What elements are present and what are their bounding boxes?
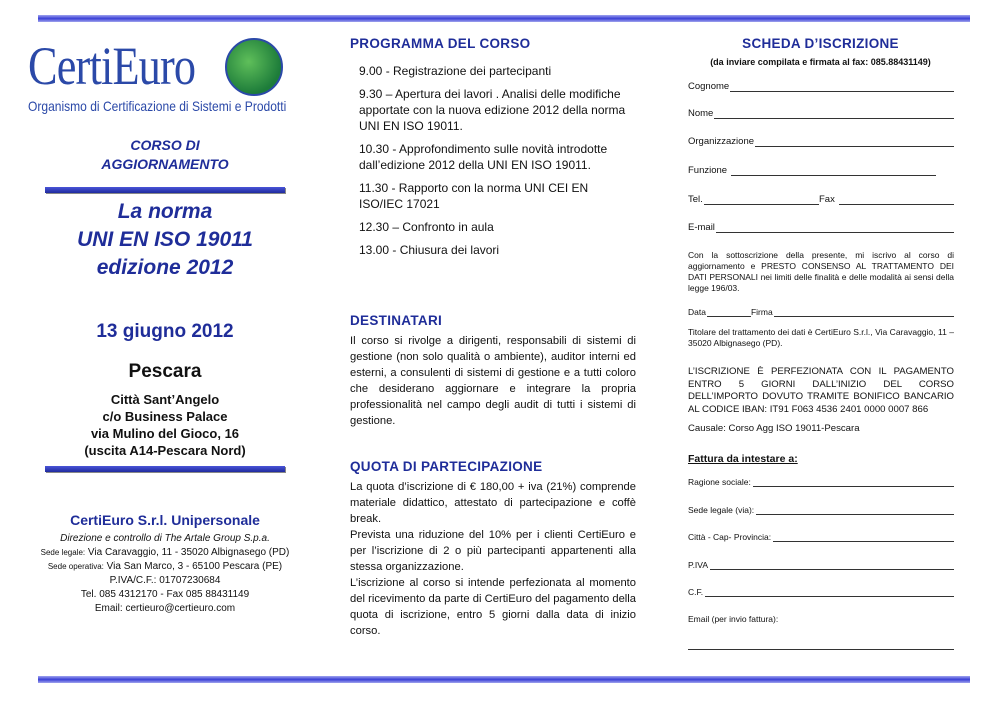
course-label-line2: AGGIORNAMENTO [101,156,229,172]
sede-legale-label: Sede legale (via): [688,505,755,515]
titolare-text: Titolare del trattamento dei dati è CertiEuro S.r.l., Via Caravaggio, 11 – 35020 Albignasego (PD). [688,327,954,348]
company-info [25,532,305,616]
iscrizione-text: L’ISCRIZIONE È PERFEZIONATA CON IL PAGAMENTO ENTRO 5 GIORNI DALL’INIZIO DEL CORSO DELL’IMPORTO DOVUTO TRAMITE BONIFICO BANCARIO AL CODICE IBAN: IT91 F063 4536 2401 0000 0007 866 [688,366,954,415]
data-line[interactable] [707,307,751,317]
company-email: Email: certieuro@certieuro.com [94,603,236,614]
email-label: E-mail [688,222,715,233]
divider-bar [45,466,285,472]
data-firma-field[interactable] [688,307,954,317]
organizzazione-field[interactable] [688,136,954,147]
citta-field[interactable] [688,532,954,542]
programma-item: 10.30 - Approfondimento sulle novità introdotte dall’edizione 2012 della UNI EN ISO 19011. [359,142,608,172]
course-label-line1: CORSO DI [130,137,200,153]
email-line[interactable] [716,223,954,233]
company-piva: P.IVA/C.F.: 01707230684 [109,575,221,586]
fattura-heading: Fattura da intestare a: [688,453,798,465]
logo-tagline: Organismo di Certificazione di Sistemi e Prodotti [28,98,287,114]
sede-legale-line[interactable] [756,506,954,515]
fax-label: Fax [818,194,835,205]
quota-paragraph: Prevista una riduzione del 10% per i clienti CertiEuro e per l’iscrizione di 2 o più partecipanti appartenenti alla stessa organizzazione. [350,529,636,573]
funzione-label: Funzione [688,165,728,176]
tel-line[interactable] [704,195,819,205]
venue-address [35,391,295,459]
email-fattura-field[interactable] [688,641,954,650]
globe-icon [225,38,283,96]
nome-field[interactable] [688,108,954,119]
bottom-rule [38,676,970,683]
destinatari-text: Il corso si rivolge a dirigenti, responsabili di sistemi di gestione (non solo qualità o ambiente), auditor interni ed esterni, a consulenti di sistemi di gestione e a tutti coloro che desiderano aggiornare e integrare la propria professionalità nel campo degli audit di tutti i sistemi di gestione. [350,335,636,427]
funzione-field[interactable] [688,165,954,176]
quota-paragraph: L’iscrizione al corso si intende perfezionata al momento del ricevimento da parte di CertiEuro del pagamento della quota di iscrizione, entro 5 giorni dalla data di inizio corso. [350,577,636,637]
cf-field[interactable] [688,587,954,597]
sede-operativa [25,560,305,574]
organizzazione-line[interactable] [755,137,954,147]
company-name: CertiEuro S.r.l. Unipersonale [70,512,260,528]
programma-item: 9.00 - Registrazione dei partecipanti [359,64,552,78]
company-phone: Tel. 085 4312170 - Fax 085 88431149 [80,589,250,600]
company-direction: Direzione e controllo di The Artale Group S.p.a. [60,533,270,544]
scheda-note: (da inviare compilata e firmata al fax: 085.88431149) [710,57,931,67]
nome-label: Nome [688,108,714,119]
firma-line[interactable] [774,307,954,317]
venue-line: c/o Business Palace [102,409,228,424]
course-date: 13 giugno 2012 [96,321,234,342]
tel-label: Tel. [688,194,703,205]
sede-legale-label: Sede legale: [40,548,86,557]
venue-line: Città Sant’Angelo [110,392,220,407]
sede-operativa-label: Sede operativa: [47,562,104,571]
piva-field[interactable] [688,560,954,570]
programma-heading: PROGRAMMA DEL CORSO [350,36,531,51]
programma-item: 11.30 - Rapporto con la norma UNI CEI EN ISO/IEC 17021 [359,181,589,211]
citta-label: Città - Cap- Provincia: [688,532,772,542]
organizzazione-label: Organizzazione [688,136,755,147]
firma-label: Firma [750,307,773,317]
top-rule [38,15,970,22]
logo-name: CertiEuro [28,36,196,96]
course-title [35,198,295,282]
sede-legale [25,546,305,560]
cf-label: C.F. [688,587,704,597]
course-label [40,136,290,174]
email-fattura-label: Email (per invio fattura): [688,614,779,624]
email-fattura-line[interactable] [688,641,954,650]
programma-item: 9.30 – Apertura dei lavori . Analisi delle modifiche apportate con la nuova edizione 2012 della norma UNI EN ISO 19011. [359,87,626,133]
ragione-sociale-line[interactable] [753,478,954,487]
consenso-text: Con la sottoscrizione della presente, mi iscrivo al corso di aggiornamento e PRESTO CONSENSO AL TRATTAMENTO DEI DATI PERSONALI nei limiti delle finalità e delle modalità ai sensi della legge 196/03. [688,250,954,293]
scheda-heading: SCHEDA D’ISCRIZIONE [742,36,899,51]
divider-bar [45,187,285,193]
email-fattura-label-row [688,614,954,624]
cognome-field[interactable] [688,81,954,92]
cf-line[interactable] [705,588,954,597]
causale-text: Causale: Corso Agg ISO 19011-Pescara [688,423,860,434]
venue-line: (uscita A14-Pescara Nord) [84,443,246,458]
destinatari-heading: DESTINATARI [350,313,443,328]
funzione-line[interactable] [731,166,936,176]
piva-label: P.IVA [688,560,709,570]
nome-line[interactable] [714,109,954,119]
sede-legale-value: Via Caravaggio, 11 - 35020 Albignasego (PD) [87,547,290,558]
programma-item: 13.00 - Chiusura dei lavori [359,243,500,257]
sede-legale-field[interactable] [688,505,954,515]
tel-fax-field[interactable] [688,194,954,205]
programma-list [359,63,631,265]
sede-operativa-value: Via San Marco, 3 - 65100 Pescara (PE) [106,561,283,572]
citta-line[interactable] [773,533,954,542]
title-line2: UNI EN ISO 19011 [77,228,253,251]
piva-line[interactable] [710,561,954,570]
email-field[interactable] [688,222,954,233]
data-label: Data [688,307,706,317]
fax-line[interactable] [839,195,954,205]
certieuro-logo [28,32,290,122]
quota-paragraph: La quota d’iscrizione di € 180,00 + iva (21%) comprende materiale didattico, attestato di partecipazione e coffè break. [350,481,636,525]
cognome-label: Cognome [688,81,730,92]
ragione-sociale-label: Ragione sociale: [688,477,751,487]
title-line3: edizione 2012 [96,256,234,279]
course-city: Pescara [128,361,202,382]
ragione-sociale-field[interactable] [688,477,954,487]
title-line1: La norma [117,200,213,223]
quota-heading: QUOTA DI PARTECIPAZIONE [350,459,543,474]
cognome-line[interactable] [730,82,954,92]
quota-text [350,479,636,639]
programma-item: 12.30 – Confronto in aula [359,220,494,234]
venue-line: via Mulino del Gioco, 16 [90,426,240,441]
